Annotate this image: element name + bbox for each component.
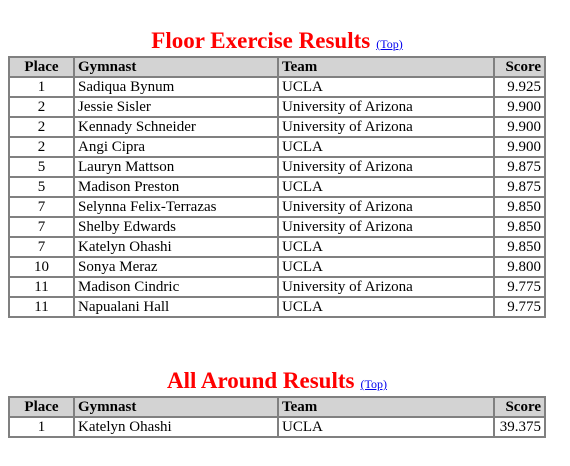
place-cell: 11 (9, 277, 74, 297)
table-row (9, 417, 545, 437)
score-cell: 39.375 (494, 417, 545, 437)
table-row (9, 137, 545, 157)
table-row (9, 217, 545, 237)
score-cell: 9.775 (494, 277, 545, 297)
gymnast-header: Gymnast (74, 397, 278, 417)
table-row (9, 77, 545, 97)
gymnast-cell: Kennady Schneider (74, 117, 278, 137)
team-cell: University of Arizona (278, 277, 494, 297)
team-cell: University of Arizona (278, 197, 494, 217)
table-row (9, 257, 545, 277)
place-cell: 1 (9, 417, 74, 437)
score-cell: 9.900 (494, 97, 545, 117)
score-cell: 9.775 (494, 297, 545, 317)
team-cell: University of Arizona (278, 157, 494, 177)
place-header: Place (9, 397, 74, 417)
floor-top-link[interactable]: (Top) (376, 37, 403, 51)
team-cell: UCLA (278, 77, 494, 97)
all-around-results-table (8, 396, 546, 438)
table-row (9, 177, 545, 197)
team-cell: UCLA (278, 177, 494, 197)
place-cell: 7 (9, 237, 74, 257)
place-cell: 10 (9, 257, 74, 277)
table-header-row (9, 397, 545, 417)
all-around-heading (8, 366, 546, 396)
score-cell: 9.800 (494, 257, 545, 277)
gymnast-cell: Katelyn Ohashi (74, 237, 278, 257)
gymnast-cell: Selynna Felix-Terrazas (74, 197, 278, 217)
table-row (9, 197, 545, 217)
table-row (9, 297, 545, 317)
gymnast-cell: Napualani Hall (74, 297, 278, 317)
team-cell: UCLA (278, 297, 494, 317)
place-cell: 2 (9, 117, 74, 137)
gymnast-cell: Shelby Edwards (74, 217, 278, 237)
team-header: Team (278, 57, 494, 77)
place-cell: 1 (9, 77, 74, 97)
table-row (9, 237, 545, 257)
table-row (9, 277, 545, 297)
team-cell: University of Arizona (278, 117, 494, 137)
team-cell: University of Arizona (278, 217, 494, 237)
gymnast-header: Gymnast (74, 57, 278, 77)
place-cell: 7 (9, 197, 74, 217)
floor-exercise-title: Floor Exercise Results (151, 28, 371, 53)
gymnast-cell: Sadiqua Bynum (74, 77, 278, 97)
table-header-row (9, 57, 545, 77)
team-cell: UCLA (278, 137, 494, 157)
score-cell: 9.900 (494, 137, 545, 157)
table-row (9, 117, 545, 137)
place-cell: 5 (9, 157, 74, 177)
score-cell: 9.925 (494, 77, 545, 97)
all-around-top-link[interactable]: (Top) (360, 377, 387, 391)
floor-exercise-heading (8, 26, 546, 56)
gymnast-cell: Angi Cipra (74, 137, 278, 157)
floor-results-table (8, 56, 546, 318)
table-row (9, 157, 545, 177)
place-cell: 11 (9, 297, 74, 317)
score-cell: 9.850 (494, 197, 545, 217)
gymnast-cell: Lauryn Mattson (74, 157, 278, 177)
score-cell: 9.875 (494, 177, 545, 197)
floor-exercise-section (8, 26, 546, 318)
place-cell: 2 (9, 137, 74, 157)
team-cell: UCLA (278, 257, 494, 277)
gymnast-cell: Madison Cindric (74, 277, 278, 297)
score-header: Score (494, 57, 545, 77)
gymnast-cell: Jessie Sisler (74, 97, 278, 117)
all-around-title: All Around Results (167, 368, 355, 393)
team-header: Team (278, 397, 494, 417)
score-cell: 9.875 (494, 157, 545, 177)
place-cell: 5 (9, 177, 74, 197)
score-cell: 9.900 (494, 117, 545, 137)
gymnast-cell: Katelyn Ohashi (74, 417, 278, 437)
place-cell: 2 (9, 97, 74, 117)
place-cell: 7 (9, 217, 74, 237)
table-row (9, 97, 545, 117)
all-around-section (8, 366, 546, 438)
place-header: Place (9, 57, 74, 77)
team-cell: UCLA (278, 237, 494, 257)
gymnast-cell: Madison Preston (74, 177, 278, 197)
gymnast-cell: Sonya Meraz (74, 257, 278, 277)
team-cell: University of Arizona (278, 97, 494, 117)
score-cell: 9.850 (494, 217, 545, 237)
score-cell: 9.850 (494, 237, 545, 257)
score-header: Score (494, 397, 545, 417)
team-cell: UCLA (278, 417, 494, 437)
